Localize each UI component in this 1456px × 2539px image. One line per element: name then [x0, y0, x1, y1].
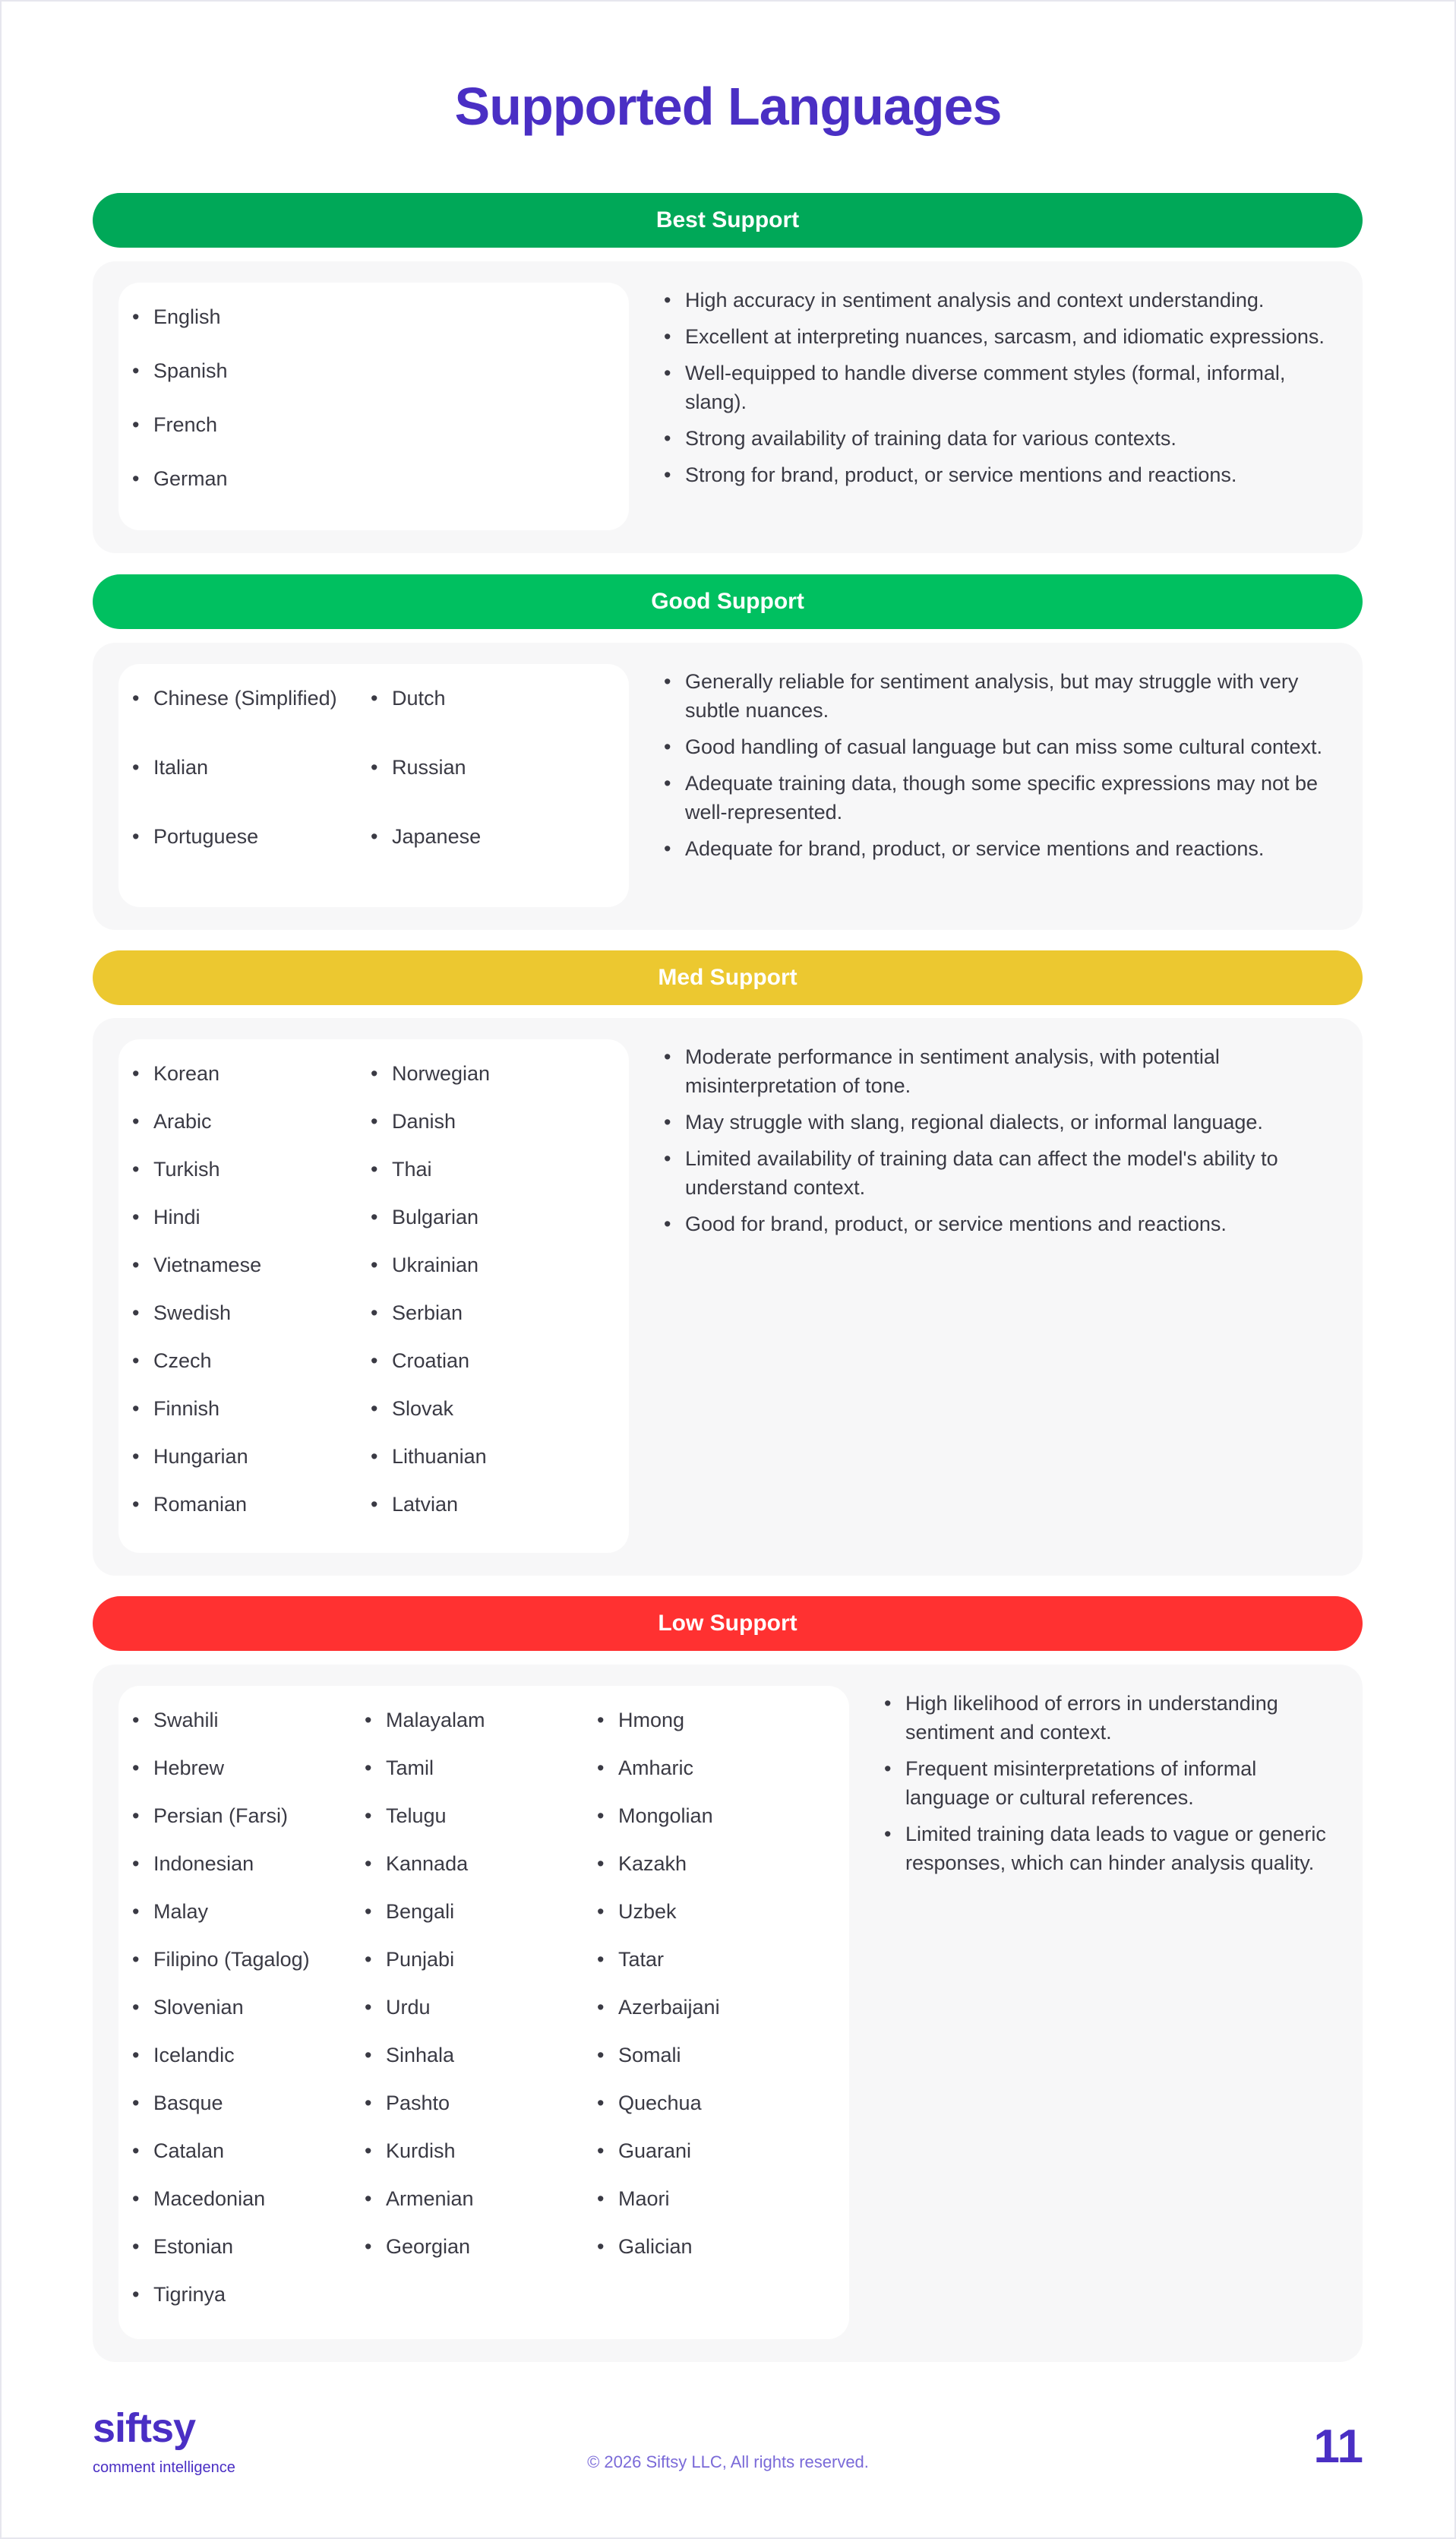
language-item: • Slovenian	[131, 1996, 310, 2044]
note-item: • Limited training data leads to vague or generic responses, which can hinder analysis quality.	[883, 1820, 1338, 1877]
med-support-header: Med Support	[93, 950, 1363, 1005]
best-support-panel	[93, 261, 1363, 553]
language-item: • Lithuanian	[369, 1445, 490, 1493]
language-item: • Thai	[369, 1158, 490, 1206]
language-item: • Kannada	[363, 1852, 485, 1900]
med-language-list-col1	[131, 1062, 261, 1541]
language-item: • Swahili	[131, 1709, 310, 1756]
language-item: • Estonian	[131, 2235, 310, 2283]
language-item: • Arabic	[131, 1110, 261, 1158]
language-item: • Serbian	[369, 1301, 490, 1349]
page-title: Supported Languages	[454, 77, 1002, 136]
language-item: • Bulgarian	[369, 1206, 490, 1254]
language-item: • Georgian	[363, 2235, 485, 2283]
language-item: • Basque	[131, 2092, 310, 2139]
language-item: • Quechua	[595, 2092, 720, 2139]
language-item: • Chinese (Simplified)	[131, 687, 337, 756]
good-language-list-col2	[369, 687, 481, 894]
note-item: • High likelihood of errors in understanding sentiment and context.	[883, 1689, 1338, 1747]
language-item: • Mongolian	[595, 1804, 720, 1852]
med-support-panel	[93, 1018, 1363, 1576]
good-support-language-card	[118, 664, 629, 907]
low-support-language-card	[118, 1686, 849, 2339]
language-item: • Amharic	[595, 1756, 720, 1804]
language-item: • Icelandic	[131, 2044, 310, 2092]
note-item: • Strong availability of training data for various contexts.	[662, 424, 1331, 453]
language-item: • Vietnamese	[131, 1254, 261, 1301]
language-item: • Hmong	[595, 1709, 720, 1756]
language-item: • Somali	[595, 2044, 720, 2092]
note-item: • Good handling of casual language but can miss some cultural context.	[662, 732, 1331, 761]
language-item: • Bengali	[363, 1900, 485, 1948]
language-item: • Czech	[131, 1349, 261, 1397]
note-item: • Adequate training data, though some specific expressions may not be well-represented.	[662, 769, 1331, 827]
language-item: • Macedonian	[131, 2187, 310, 2235]
language-item: • Tatar	[595, 1948, 720, 1996]
good-support-notes	[662, 667, 1331, 871]
language-item: • Uzbek	[595, 1900, 720, 1948]
best-language-list	[131, 305, 228, 521]
language-item: • Romanian	[131, 1493, 261, 1541]
language-item: • Azerbaijani	[595, 1996, 720, 2044]
language-item: • Danish	[369, 1110, 490, 1158]
language-item: • Punjabi	[363, 1948, 485, 1996]
language-item: • Hindi	[131, 1206, 261, 1254]
med-support-notes	[662, 1042, 1331, 1246]
language-item: • Guarani	[595, 2139, 720, 2187]
note-item: • Limited availability of training data can affect the model's ability to understand context.	[662, 1144, 1331, 1202]
siftsy-logo: siftsy	[93, 2405, 196, 2451]
best-support-language-card	[118, 283, 629, 530]
language-item: • French	[131, 413, 228, 467]
good-support-panel	[93, 643, 1363, 930]
language-item: • Telugu	[363, 1804, 485, 1852]
language-item: • Turkish	[131, 1158, 261, 1206]
best-support-header: Best Support	[93, 193, 1363, 248]
language-item: • Tigrinya	[131, 2283, 310, 2331]
language-item: • Spanish	[131, 359, 228, 413]
language-item: • Malayalam	[363, 1709, 485, 1756]
good-support-header: Good Support	[93, 574, 1363, 629]
language-item: • Kurdish	[363, 2139, 485, 2187]
language-item: • Sinhala	[363, 2044, 485, 2092]
language-item: • Maori	[595, 2187, 720, 2235]
language-item: • Hungarian	[131, 1445, 261, 1493]
best-support-notes	[662, 286, 1331, 497]
med-support-language-card	[118, 1039, 629, 1553]
language-item: • Finnish	[131, 1397, 261, 1445]
language-item: • Japanese	[369, 825, 481, 894]
note-item: • Frequent misinterpretations of informal language or cultural references.	[883, 1754, 1338, 1812]
language-item: • Italian	[131, 756, 337, 825]
language-item: • Galician	[595, 2235, 720, 2283]
language-item: • German	[131, 467, 228, 521]
language-item: • Russian	[369, 756, 481, 825]
language-item: • Malay	[131, 1900, 310, 1948]
language-item: • Dutch	[369, 687, 481, 756]
language-item: • Ukrainian	[369, 1254, 490, 1301]
note-item: • Strong for brand, product, or service mentions and reactions.	[662, 460, 1331, 489]
good-language-list-col1	[131, 687, 337, 894]
language-item: • Hebrew	[131, 1756, 310, 1804]
note-item: • Adequate for brand, product, or service mentions and reactions.	[662, 834, 1331, 863]
copyright-text: © 2026 Siftsy LLC, All rights reserved.	[587, 2452, 869, 2471]
language-item: • Portuguese	[131, 825, 337, 894]
language-item: • Swedish	[131, 1301, 261, 1349]
language-item: • Slovak	[369, 1397, 490, 1445]
language-item: • Armenian	[363, 2187, 485, 2235]
language-item: • Latvian	[369, 1493, 490, 1541]
logo-tagline: comment intelligence	[93, 2459, 235, 2476]
med-language-list-col2	[369, 1062, 490, 1541]
note-item: • Moderate performance in sentiment analysis, with potential misinterpretation of tone.	[662, 1042, 1331, 1100]
language-item: • Tamil	[363, 1756, 485, 1804]
language-item: • Urdu	[363, 1996, 485, 2044]
note-item: • Excellent at interpreting nuances, sarcasm, and idiomatic expressions.	[662, 322, 1331, 351]
note-item: • May struggle with slang, regional dialects, or informal language.	[662, 1108, 1331, 1137]
language-item: • Korean	[131, 1062, 261, 1110]
page-number: 11	[1313, 2420, 1363, 2473]
language-item: • Pashto	[363, 2092, 485, 2139]
note-item: • Well-equipped to handle diverse comment styles (formal, informal, slang).	[662, 359, 1331, 416]
low-support-header: Low Support	[93, 1596, 1363, 1651]
low-support-panel	[93, 1665, 1363, 2362]
language-item: • Persian (Farsi)	[131, 1804, 310, 1852]
language-item: • Croatian	[369, 1349, 490, 1397]
low-language-list-col3	[595, 1709, 720, 2283]
low-support-notes	[883, 1689, 1338, 1885]
low-language-list-col1	[131, 1709, 310, 2331]
note-item: • Good for brand, product, or service mentions and reactions.	[662, 1209, 1331, 1238]
note-item: • High accuracy in sentiment analysis and context understanding.	[662, 286, 1331, 315]
language-item: • Indonesian	[131, 1852, 310, 1900]
language-item: • Norwegian	[369, 1062, 490, 1110]
language-item: • English	[131, 305, 228, 359]
low-language-list-col2	[363, 1709, 485, 2283]
language-item: • Filipino (Tagalog)	[131, 1948, 310, 1996]
language-item: • Kazakh	[595, 1852, 720, 1900]
language-item: • Catalan	[131, 2139, 310, 2187]
note-item: • Generally reliable for sentiment analysis, but may struggle with very subtle nuances.	[662, 667, 1331, 725]
